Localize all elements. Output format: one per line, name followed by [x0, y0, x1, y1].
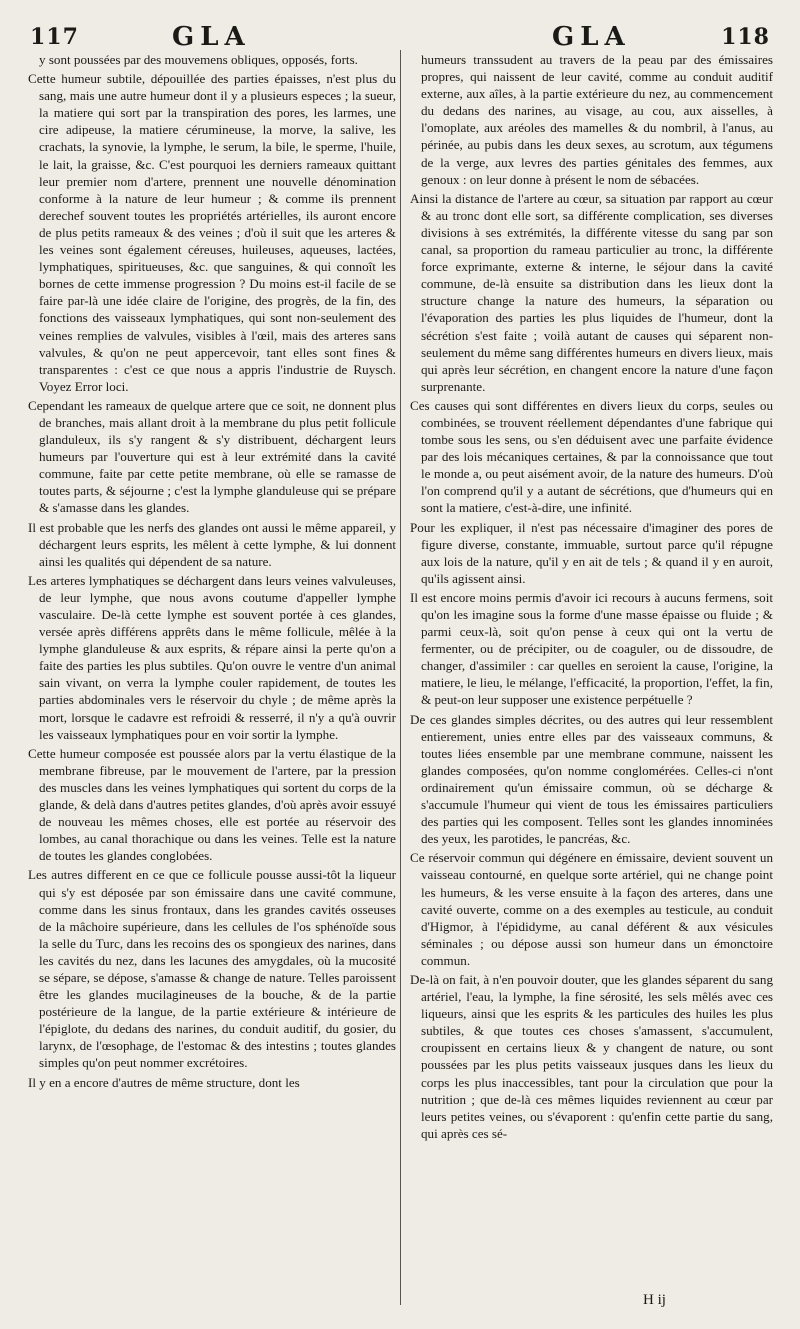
paragraph: Il y en a encore d'autres de même structure, dont les — [28, 1074, 300, 1090]
headword-right: GLA — [552, 22, 631, 52]
signature-mark: H ij — [643, 1292, 666, 1308]
paragraph: Cette humeur composée est poussée alors par la vertu élastique de la membrane fibreuse, par le mouvement de l'artere, par la pression des muscles dans les veines lymphatiques qui sortent du corps de la glande, & delà dans d'autres petites glandes, d'où après avoir essuyé de nouveau les mêmes choses, elle est portée au réservoir des lombes, au canal thorachique ou dans les veines. Telle est la nature de toutes les glandes conglobées. — [28, 745, 396, 864]
paragraph: De-là on fait, à n'en pouvoir douter, que les glandes séparent du sang artériel, l'eau, la lymphe, la fine sérosité, les sels mêlés avec ces liqueurs, ainsi que les esprits & les particules des huiles les plus subtiles, & que toutes ces choses s'amassent, s'accumulent, croupissent en certains lieux & y changent de nature, ou sont poussées par les plus petits vaisseaux jusques dans les lieux du corps les plus inaccessibles, tant pour la circulation que pour la nutrition ; que de-là ces mêmes liquides reviennent au cœur par leurs petites veines, ou s'évaporent : qu'enfin cette partie du sang, qui après ces sé- — [410, 971, 773, 1141]
paragraph: Cependant les rameaux de quelque artere que ce soit, ne donnent plus de branches, mais allant droit à la membrane du plus petit follicule glanduleux, ils s'y rangent & s'y distribuent, déchargent leurs humeurs par l'ouverture qui est à leur extrémité dans la cavité commune, faite par cette petite membrane, où elle se ramasse de toutes parts, & séjourne ; c'est la lymphe glanduleuse qui se prépare & s'amasse dans les glandes. — [28, 397, 396, 516]
paragraph: humeurs transsudent au travers de la peau par des émissaires propres, qui naissent de leur cavité, comme au conduit auditif externe, aux aîles, à la partie extérieure du nez, au commencement du dedans des narines, au visage, au cou, aux aisselles, à l'omoplate, aux aréoles des mamelles & du nombril, à l'anus, au périnée, au pubis dans les deux sexes, au scrotum, aux tégumens de la verge, aux levres des parties génitales des femmes, aux genoux : on leur donne à présent le nom de sébacées. — [421, 52, 773, 187]
paragraph: Il est probable que les nerfs des glandes ont aussi le même appareil, y déchargent leurs esprits, les mêlent à cette lymphe, & lui donnent ainsi les qualités qui dépendent de sa nature. — [28, 519, 396, 569]
page-number-left: 117 — [30, 24, 79, 50]
paragraph: Ce réservoir commun qui dégénere en émissaire, devient souvent un vaisseau contourné, en quelque sorte artériel, qui ne change point les humeurs, & les verse ensuite à la façon des arteres, dans une cavité ouverte, comme on a des exemples au testicule, au conduit d'Higmor, à l'épididyme, au canal déférent & aux vésicules séminales ; ou dépose aussi son humeur dans un émonctoire commun. — [410, 850, 773, 968]
headword-left: GLA — [172, 22, 251, 52]
paragraph: Ces causes qui sont différentes en divers lieux du corps, seules ou combinées, se trouvent réellement dépendantes d'une fabrique qui tombe sous les sens, ou s'en déduisent avec une parfaite évidence par des lois mécaniques certaines, & par la connoissance que tout le monde a, ou peut aisément avoir, de la nature des humeurs. D'où l'on comprend qu'il y a autant de sécrétions, que d'humeurs qui en sont la matiere, c'est-à-dire, une infinité. — [410, 397, 773, 516]
paragraph: Il est encore moins permis d'avoir ici recours à aucuns fermens, soit qu'on les imagine sous la forme d'une masse épaisse ou fluide ; & parmi ceux-là, soit qu'on pense à ceux qui ont la vertu de fermenter, ou de précipiter, ou de coaguler, ou de dissoudre, de changer, d'assimiler : car quelles en seroient la cause, l'origine, la matiere, le lieu, le mélange, l'efficacité, la proportion, l'effet, la fin, & peut-on leur supposer une existence perpétuelle ? — [410, 589, 773, 708]
column-divider — [400, 50, 401, 1305]
left-column — [28, 51, 396, 1093]
right-column — [410, 51, 773, 1144]
paragraph: y sont poussées par des mouvemens obliques, opposés, forts. — [39, 52, 358, 67]
paragraph: Ainsi la distance de l'artere au cœur, sa situation par rapport au cœur & au tronc dont elle sort, sa différente complication, ses diverses divisions à ses extrémités, la différente vitesse du sang par son canal, sa proportion du rameau particulier au tronc, la différente force exprimante, externe & interne, le séjour dans la cavité commune, de-là ensuite sa distribution dans les lieux dont la structure change la nature des humeurs, la séparation ou l'évaporation des parties les plus liquides de l'humeur, dont la sécrétion s'est faite ; voilà autant de causes qui séparent non-seulement du même sang différentes humeurs en divers lieux, mais qui après leur sécrétion, en changent encore la nature d'une façon surprenante. — [410, 190, 773, 394]
running-header — [0, 20, 800, 54]
paragraph: Les arteres lymphatiques se déchargent dans leurs veines valvuleuses, de leur lymphe, que nous avons coutume d'appeller lymphe vasculaire. De-là cette lymphe est souvent portée à ces glandes, versée après différens apprêts dans le même follicule, mêlée à la lymphe glanduleuse & aux esprits, & répare ainsi la perte qu'on a faite des parties les plus subtiles. Qu'on ouvre le ventre d'un animal sain vivant, on verra la lymphe couler rapidement, de toutes les parties abdominales vers le réservoir du chyle ; de même après la mort, lorsque le cadavre est refroidi & resserré, il n'y a qu'à ouvrir les vaisseaux lymphatiques pour en voir sortir la lymphe. — [28, 572, 396, 742]
paragraph: Pour les expliquer, il n'est pas nécessaire d'imaginer des pores de figure diverse, constante, immuable, surtout parce qu'il répugne aux lois de la nature, qu'il y en ait de tels ; & quand il y en auroit, qu'ils agissent ainsi. — [410, 519, 773, 586]
page-number-right: 118 — [721, 24, 770, 50]
paragraph: Les autres different en ce que ce follicule pousse aussi-tôt la liqueur qui s'y est déposée par son émissaire dans une cavité commune, comme dans les sinus frontaux, dans les grandes cavités osseuses de la mâchoire supérieure, dans les cellules de l'os sphénoïde sous la selle du Turc, dans les recoins des os spongieux des narines, dans les cavités du nez, dans les lacunes des amygdales, où la mucosité se sépare, se dépose, s'amasse & change de nature. Telles paroissent être les glandes mucilagineuses de la bouche, & de la partie postérieure de la langue, de la partie extérieure & intérieure de l'épiglote, du dedans des narines, du conduit auditif, du gosier, du larynx, de l'œsophage, de l'estomac & des intestins ; toutes glandes simples qu'on peut nommer excrétoires. — [28, 867, 396, 1071]
paragraph: Cette humeur subtile, dépouillée des parties épaisses, n'est plus du sang, mais une autre humeur dont il y a plusieurs especes ; la sueur, la matiere qui sort par la transpiration des pores, les larmes, une cire adipeuse, la matiere cérumineuse, la morve, la salive, les crachats, la synovie, la lymphe, le serum, la bile, le sperme, l'huile, le lait, la graisse, &c. C'est pourquoi les derniers rameaux quittant leur premier nom d'artere, prennent une nouvelle dénomination conforme à la nature de leur humeur ; & comme ils prennent derechef souvent toutes les propriétés artérielles, ils auront encore de plus petits rameaux & des veines ; d'où il suit que les arteres & les veines sont également céreuses, huileuses, aqueuses, lactées, lymphatiques, spiritueuses, &c. que sanguines, & qui connoît les bornes de cette immense progression ? Du moins est-il facile de se faire par-là une idée claire de l'origine, des progrès, de la fin, des fonctions des vaisseaux lymphatiques, qui sont non-seulement des veines remplies de valvules, visibles à l'œil, mais des arteres sans valvules, & qu'on ne peut appercevoir, tant elles sont fines & transparentes : c'est ce que nous a appris l'industrie de Ruysch. Voyez Error loci. — [28, 71, 396, 394]
paragraph: De ces glandes simples décrites, ou des autres qui leur ressemblent entierement, unies entre elles par des vaisseaux communs, & toutes liées ensemble par une membrane commune, naissent les glandes composées, qu'on nomme conglomérées. Celles-ci n'ont ordinairement qu'un émissaire commun, où se décharge & s'accumule l'humeur qui vient de tous les émissaires particuliers des parties qui les composent. Telles sont les glandes innominées des yeux, les parotides, le pancréas, &c. — [410, 711, 773, 847]
